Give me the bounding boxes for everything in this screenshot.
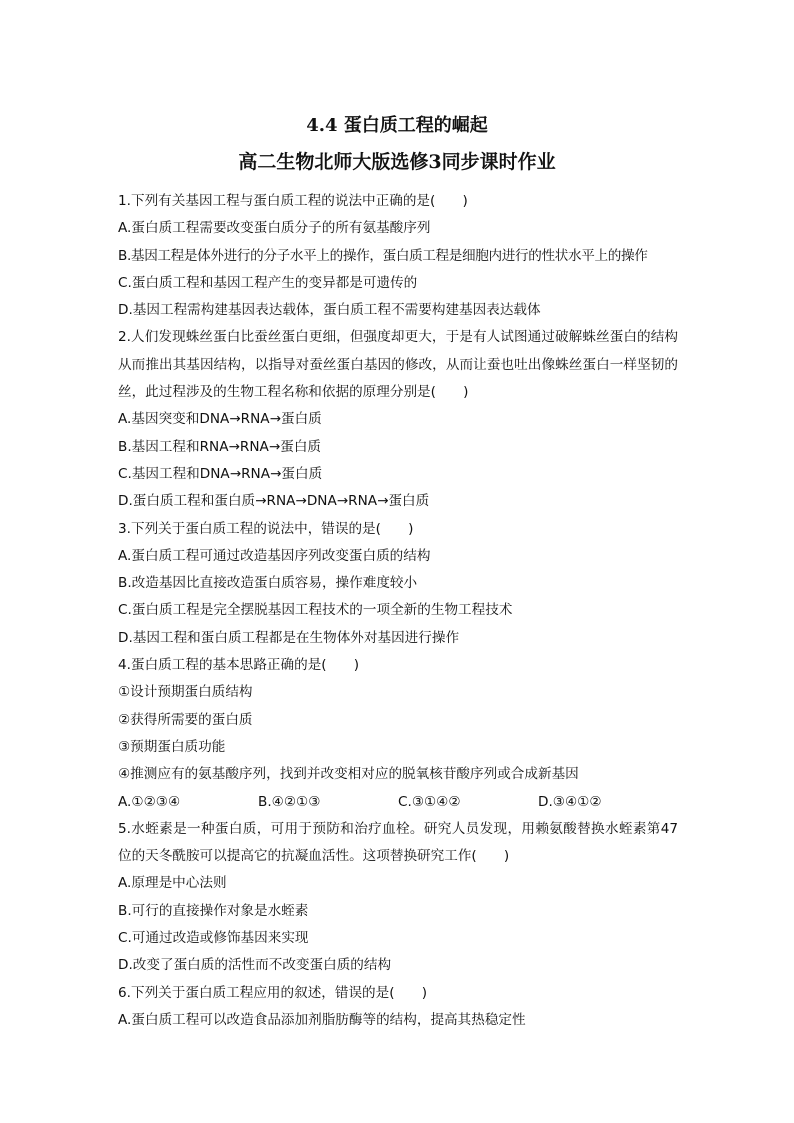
question-4-option-c: C.③①④② — [398, 793, 461, 810]
question-5-option-d: D.改变了蛋白质的活性而不改变蛋白质的结构 — [118, 957, 392, 974]
question-3-option-b: B.改造基因比直接改造蛋白质容易，操作难度较小 — [118, 575, 418, 592]
question-5-option-a: A.原理是中心法则 — [118, 875, 227, 892]
question-1-option-c: C.蛋白质工程和基因工程产生的变异都是可遗传的 — [118, 274, 418, 291]
question-4-option-d: D.③④①② — [538, 793, 602, 810]
question-3-option-d: D.基因工程和蛋白质工程都是在生物体外对基因进行操作 — [118, 629, 460, 646]
question-4-item-3: ③预期蛋白质功能 — [118, 738, 226, 755]
question-3-option-a: A.蛋白质工程可通过改造基因序列改变蛋白质的结构 — [118, 547, 431, 564]
question-1-stem: 1.下列有关基因工程与蛋白质工程的说法中正确的是( ) — [118, 193, 468, 209]
question-4-option-b: B.④②①③ — [258, 793, 321, 810]
question-3-option-c: C.蛋白质工程是完全摆脱基因工程技术的一项全新的生物工程技术 — [118, 602, 513, 619]
question-4-option-a: A.①②③④ — [118, 793, 181, 810]
question-2-option-d: D.蛋白质工程和蛋白质→RNA→DNA→RNA→蛋白质 — [118, 493, 430, 510]
question-6-stem: 6.下列关于蛋白质工程应用的叙述，错误的是( ) — [118, 984, 428, 1001]
question-1-option-a: A.蛋白质工程需要改变蛋白质分子的所有氨基酸序列 — [118, 220, 431, 237]
question-5-stem: 5.水蛭素是一种蛋白质，可用于预防和治疗血栓。研究人员发现，用赖氨酸替换水蛭素第47位的天冬酰胺可以提高它的抗凝血活性。这项替换研究工作( ) — [118, 820, 678, 865]
document-subtitle: 高二生物北师大版选修3同步课时作业 — [238, 151, 556, 173]
question-3-stem: 3.下列关于蛋白质工程的说法中，错误的是( ) — [118, 520, 414, 537]
document-title: 4.4 蛋白质工程的崛起 — [306, 115, 488, 136]
question-4-item-1: ①设计预期蛋白质结构 — [118, 684, 253, 701]
question-4-item-4: ④推测应有的氨基酸序列，找到并改变相对应的脱氧核苷酸序列或合成新基因 — [118, 766, 579, 783]
question-4-item-2: ②获得所需要的蛋白质 — [118, 711, 253, 728]
question-2-option-c: C.基因工程和DNA→RNA→蛋白质 — [118, 465, 323, 482]
question-4-options — [118, 789, 678, 816]
question-2-stem: 2.人们发现蛛丝蛋白比蚕丝蛋白更细，但强度却更大，于是有人试图通过破解蛛丝蛋白的结构从而推出其基因结构，以指导对蚕丝蛋白基因的修改，从而让蚕也吐出像蛛丝蛋白一样坚韧的丝，此过程涉及的生物工程名称和依据的原理分别是( ) — [118, 329, 678, 401]
question-2-option-a: A.基因突变和DNA→RNA→蛋白质 — [118, 411, 322, 428]
question-1-option-d: D.基因工程需构建基因表达载体，蛋白质工程不需要构建基因表达载体 — [118, 302, 541, 319]
question-4-stem: 4.蛋白质工程的基本思路正确的是( ) — [118, 657, 360, 674]
question-5-option-c: C.可通过改造或修饰基因来实现 — [118, 930, 309, 947]
question-5-option-b: B.可行的直接操作对象是水蛭素 — [118, 902, 309, 919]
question-2-option-b: B.基因工程和RNA→RNA→蛋白质 — [118, 438, 322, 455]
question-1-option-b: B.基因工程是体外进行的分子水平上的操作，蛋白质工程是细胞内进行的性状水平上的操作 — [118, 247, 648, 264]
question-6-option-a: A.蛋白质工程可以改造食品添加剂脂肪酶等的结构，提高其热稳定性 — [118, 1011, 526, 1028]
question-list — [118, 188, 678, 1034]
